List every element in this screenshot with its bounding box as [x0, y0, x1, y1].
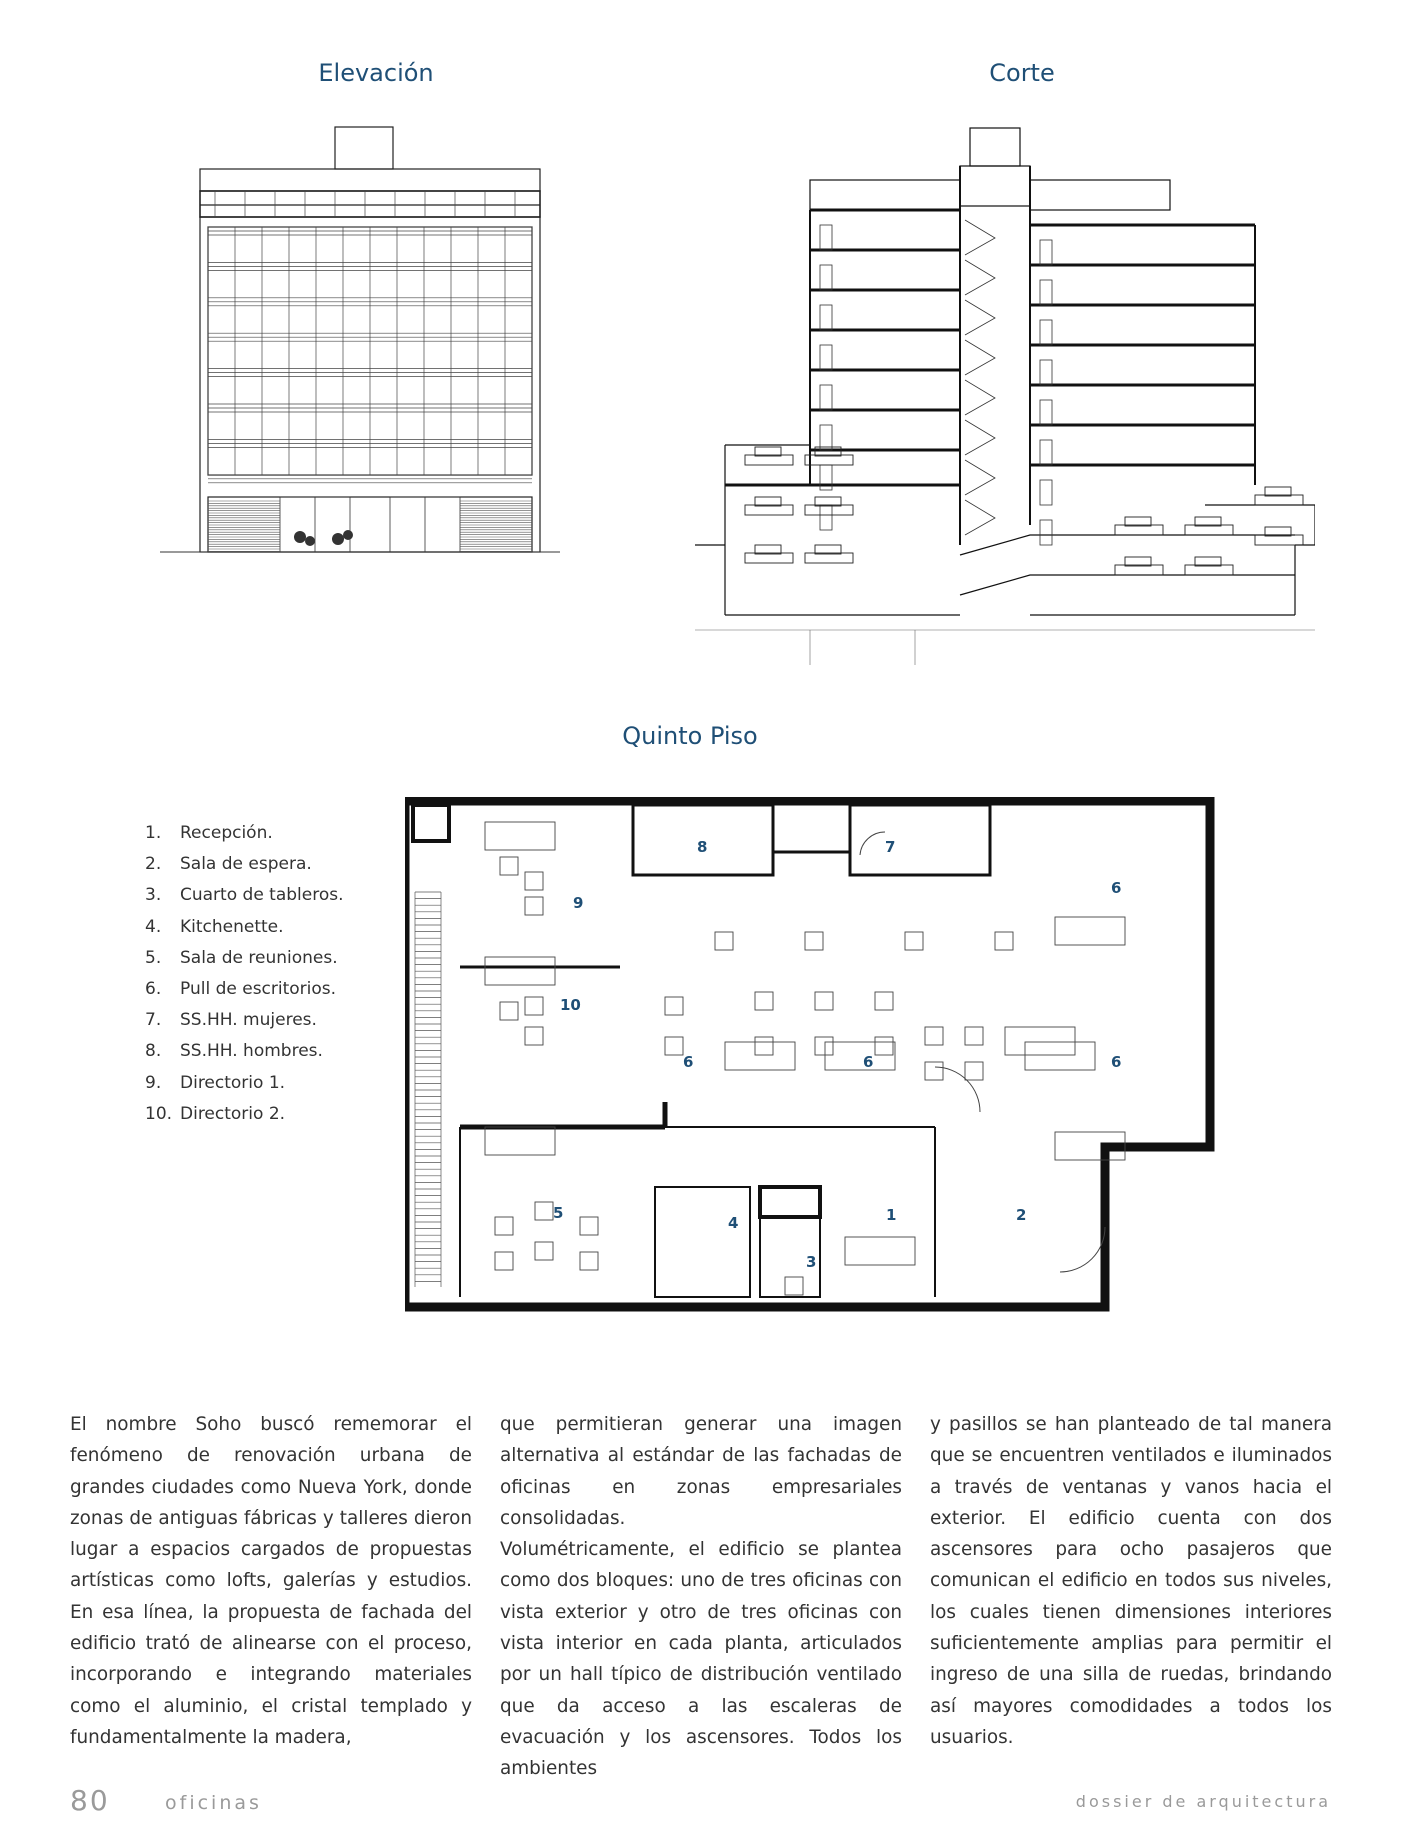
plan-room-5: 5 — [553, 1204, 564, 1222]
legend-item: 4. Kitchenette. — [145, 916, 284, 937]
page-number: 80 — [70, 1784, 110, 1817]
elevation-title: Elevación — [318, 59, 434, 87]
section-title: Corte — [989, 59, 1055, 87]
legend-item: 10. Directorio 2. — [145, 1103, 286, 1124]
plan-room-6-left: 6 — [683, 1053, 694, 1071]
floor-plan-drawing — [405, 797, 1220, 1312]
plan-room-4: 4 — [728, 1214, 739, 1232]
legend-item: 9. Directorio 1. — [145, 1072, 286, 1093]
legend-item: 7. SS.HH. mujeres. — [145, 1010, 317, 1031]
section-name: oficinas — [165, 1792, 262, 1814]
legend-item: 1. Recepción. — [145, 823, 273, 843]
plan-room-8: 8 — [697, 838, 708, 856]
body-column-3 — [930, 1409, 1332, 1753]
section-drawing — [695, 125, 1315, 665]
plan-room-6-right: 6 — [1111, 1053, 1122, 1071]
body-paragraph: Volumétricamente, el edificio se plantea como dos bloques: uno de tres oficinas con vista exterior y otro de tres oficinas con vista interior en cada planta, articulados por un hall típico de distribución ventilado que da acceso a las escaleras de evacuación y los ascensores. Todos los ambientes — [500, 1539, 902, 1780]
plan-room-7: 7 — [885, 838, 896, 856]
plan-room-3: 3 — [806, 1253, 817, 1271]
legend-item: 3. Cuarto de tableros. — [145, 885, 344, 906]
body-column-1 — [70, 1409, 472, 1753]
body-paragraph: El nombre Soho buscó rememorar el fenómeno de renovación urbana de grandes ciudades como Nueva York, donde zonas de antiguas fábricas y talleres dieron lugar a espacios cargados de propuestas artísticas como lofts, galerías y estudios. En esa línea, la propuesta de fachada del edificio trató de alinearse con el proceso, incorporando e integrando materiales como el aluminio, el cristal templado y fundamentalmente la madera, — [70, 1414, 472, 1748]
elevation-drawing — [160, 125, 560, 560]
legend-item: 8. SS.HH. hombres. — [145, 1041, 323, 1062]
plan-room-6-center: 6 — [863, 1053, 874, 1071]
legend-item: 6. Pull de escritorios. — [145, 978, 337, 999]
body-paragraph: y pasillos se han planteado de tal manera que se encuentren ventilados e iluminados a través de ventanas y vanos hacia el exterior. El edificio cuenta con dos ascensores para ocho pasajeros que comunican el edificio en todos sus niveles, los cuales tienen dimensiones interiores suficientemente amplias para permitir el ingreso de una silla de ruedas, brindando así mayores comodidades a todos los usuarios. — [930, 1414, 1332, 1748]
body-column-2 — [500, 1409, 902, 1785]
plan-title: Quinto Piso — [622, 722, 758, 750]
plan-room-1: 1 — [886, 1206, 897, 1224]
plan-room-10: 10 — [560, 996, 581, 1014]
plan-room-9: 9 — [573, 894, 584, 912]
legend-item: 5. Sala de reuniones. — [145, 947, 338, 968]
plan-room-2: 2 — [1016, 1206, 1027, 1224]
magazine-name: dossier de arquitectura — [1075, 1792, 1331, 1811]
legend-item: 2. Sala de espera. — [145, 854, 312, 875]
body-paragraph: que permitieran generar una imagen alternativa al estándar de las fachadas de oficinas en zonas empresariales consolidadas. — [500, 1414, 902, 1529]
plan-room-6-top: 6 — [1111, 879, 1122, 897]
plan-legend — [145, 818, 344, 1130]
